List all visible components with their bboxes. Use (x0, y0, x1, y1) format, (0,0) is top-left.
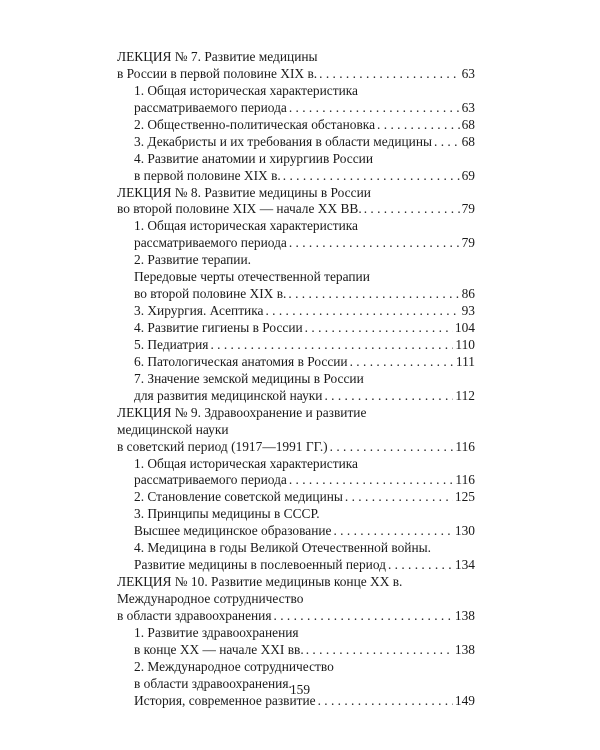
toc-line (117, 354, 475, 371)
toc-lecture-text: ЛЕКЦИЯ № 10. Развитие медициныв конце XX в. (117, 574, 403, 590)
dot-leader (274, 608, 453, 625)
toc-subsection-text: в области здравоохранения. (134, 675, 292, 691)
toc-line (117, 168, 475, 185)
toc-page-number: 104 (454, 320, 475, 335)
page-number: 159 (289, 682, 311, 697)
toc-subsection-text: 3. Декабристы и их требования в области медицины (134, 133, 432, 149)
toc-line (117, 625, 475, 642)
toc-subsection-text: 1. Общая историческая характеристика (134, 82, 358, 98)
toc-line (117, 252, 475, 269)
toc-line (117, 659, 475, 676)
toc-subsection-text: Передовые черты отечественной терапии (134, 269, 370, 285)
toc-line (117, 201, 475, 218)
toc-line (117, 66, 475, 83)
toc-page-number: 68 (461, 133, 475, 149)
toc-line (117, 117, 475, 134)
dot-leader (306, 642, 453, 659)
toc-subsection-text: в конце XX — начале XXI вв. (134, 641, 304, 657)
toc-line (117, 235, 475, 252)
table-of-contents (117, 49, 475, 710)
toc-lecture-text: в России в первой половине XIX в. (117, 65, 318, 81)
dot-leader (289, 100, 460, 117)
dot-leader (319, 66, 459, 83)
toc-line (117, 557, 475, 574)
toc-line (117, 540, 475, 557)
toc-page-number: 116 (455, 472, 475, 488)
toc-subsection-text: в первой половине XIX в. (134, 167, 281, 183)
dot-leader (345, 489, 453, 506)
toc-page-number: 112 (455, 387, 475, 403)
toc-line (117, 371, 475, 388)
toc-page-number: 110 (455, 336, 475, 352)
toc-line (117, 218, 475, 235)
toc-subsection-text: 3. Хирургия. Асептика (134, 303, 264, 319)
toc-page-number: 149 (454, 692, 475, 708)
toc-subsection-text: 4. Развитие анатомии и хирургиив России (134, 150, 373, 166)
dot-leader (333, 523, 452, 540)
toc-subsection-text: Высшее медицинское образование (134, 523, 332, 539)
toc-lecture-text: ЛЕКЦИЯ № 8. Развитие медицины в России (117, 184, 371, 200)
toc-subsection-text: 2. Международное сотрудничество (134, 658, 334, 674)
toc-subsection-text: 4. Медицина в годы Великой Отечественной войны. (134, 540, 431, 556)
toc-lecture-text: медицинской науки (117, 421, 229, 437)
toc-subsection-text: История, современное развитие (134, 692, 316, 708)
toc-line (117, 134, 475, 151)
dot-leader (305, 320, 453, 337)
dot-leader (289, 235, 460, 252)
toc-page-number: 125 (454, 489, 475, 505)
toc-lecture-text: во второй половине XIX — начале XX ВВ. (117, 201, 362, 217)
dot-leader (330, 439, 454, 456)
dot-leader (289, 472, 454, 489)
toc-line (117, 472, 475, 489)
toc-subsection-text: во второй половине XIX в. (134, 286, 287, 302)
toc-line (117, 523, 475, 540)
toc-line (117, 506, 475, 523)
toc-subsection-text: 7. Значение земской медицины в России (134, 370, 364, 386)
toc-line (117, 320, 475, 337)
toc-subsection-text: 1. Общая историческая характеристика (134, 218, 358, 234)
toc-page-number: 79 (461, 201, 475, 217)
toc-page-number: 116 (455, 438, 475, 454)
toc-page-number: 63 (461, 65, 475, 81)
toc-line (117, 83, 475, 100)
toc-subsection-text: 6. Патологическая анатомия в России (134, 353, 348, 369)
toc-line (117, 608, 475, 625)
toc-line (117, 151, 475, 168)
toc-page-number: 134 (454, 557, 475, 573)
toc-line (117, 591, 475, 608)
toc-page-number: 130 (454, 523, 475, 539)
toc-subsection-text: 2. Становление советской медицины (134, 489, 343, 505)
toc-line (117, 456, 475, 473)
dot-leader (324, 388, 453, 405)
toc-lecture-text: в советский период (1917—1991 ГГ.) (117, 438, 328, 454)
toc-subsection-text: рассматриваемого периода (134, 99, 287, 115)
toc-line (117, 388, 475, 405)
toc-subsection-text: рассматриваемого периода (134, 235, 287, 251)
toc-subsection-text: 2. Развитие терапии. (134, 252, 251, 268)
dot-leader (388, 557, 453, 574)
toc-line (117, 49, 475, 66)
toc-line (117, 303, 475, 320)
dot-leader (364, 201, 460, 218)
toc-page-number: 138 (454, 607, 475, 623)
dot-leader (283, 168, 460, 185)
toc-subsection-text: 2. Общественно-политическая обстановка (134, 116, 376, 132)
dot-leader (288, 286, 459, 303)
toc-line (117, 286, 475, 303)
toc-line (117, 100, 475, 117)
toc-page-number: 63 (461, 99, 475, 115)
toc-line (117, 337, 475, 354)
dot-leader (265, 303, 459, 320)
toc-line (117, 642, 475, 659)
dot-leader (350, 354, 454, 371)
toc-line (117, 269, 475, 286)
toc-line (117, 439, 475, 456)
toc-subsection-text: 3. Принципы медицины в СССР. (134, 506, 320, 522)
toc-line (117, 185, 475, 202)
dot-leader (210, 337, 453, 354)
toc-page-number: 79 (461, 235, 475, 251)
toc-lecture-text: ЛЕКЦИЯ № 9. Здравоохранение и развитие (117, 404, 367, 420)
toc-subsection-text: 5. Педиатрия (134, 336, 209, 352)
dot-leader (434, 134, 460, 151)
toc-subsection-text: рассматриваемого периода (134, 472, 287, 488)
toc-subsection-text: 1. Общая историческая характеристика (134, 455, 358, 471)
toc-page-number: 69 (461, 167, 475, 183)
toc-page-number: 86 (461, 286, 475, 302)
toc-line (117, 574, 475, 591)
toc-lecture-text: ЛЕКЦИЯ № 7. Развитие медицины (117, 49, 318, 64)
toc-subsection-text: для развития медицинской науки (134, 387, 323, 403)
dot-leader (377, 117, 460, 134)
toc-lecture-text: Международное сотрудничество (117, 591, 304, 606)
toc-subsection-text: 1. Развитие здравоохранения (134, 624, 299, 640)
toc-page-number: 93 (461, 303, 475, 319)
toc-lecture-text: в области здравоохранения (117, 607, 272, 623)
toc-line (117, 489, 475, 506)
toc-subsection-text: 4. Развитие гигиены в России (134, 320, 303, 335)
toc-page-number: 138 (454, 641, 475, 657)
toc-page-number: 111 (455, 353, 475, 369)
toc-line (117, 405, 475, 422)
toc-page-number: 68 (461, 116, 475, 132)
toc-subsection-text: Развитие медицины в послевоенный период (134, 557, 386, 573)
toc-line (117, 422, 475, 439)
